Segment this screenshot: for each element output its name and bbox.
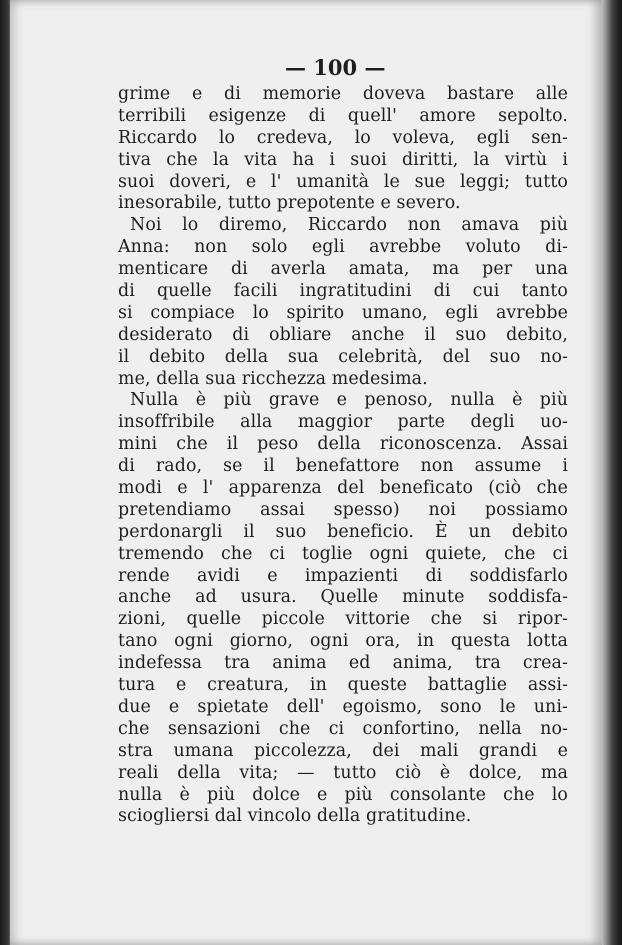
text-line: indefessa tra anima ed anima, tra crea- <box>118 653 568 674</box>
text-line: suoi doveri, e l' umanità le sue leggi; tutto <box>118 171 568 192</box>
text-line: Anna: non solo egli avrebbe voluto di- <box>118 237 568 258</box>
text-line: mini che il peso della riconoscenza. Assai <box>118 434 568 455</box>
text-line: rende avidi e impazienti di soddisfarlo <box>118 565 568 586</box>
text-line: terribili esigenze di quell' amore sepolto. <box>118 105 568 126</box>
text-line: anche ad usura. Quelle minute soddisfa- <box>118 587 568 608</box>
text-line: stra umana piccolezza, dei mali grandi e <box>118 740 568 761</box>
text-line: di rado, se il benefattore non assume i <box>118 456 568 477</box>
text-line: sciogliersi dal vincolo della gratitudine. <box>118 806 472 827</box>
text-line: me, della sua ricchezza medesima. <box>118 368 428 389</box>
text-line: tremendo che ci toglie ogni quiete, che ci <box>118 543 568 564</box>
text-line: pretendiamo assai spesso) noi possiamo <box>118 499 568 520</box>
text-line: perdonargli il suo beneficio. È un debito <box>118 521 568 542</box>
text-line: si compiace lo spirito umano, egli avrebbe <box>118 302 568 323</box>
text-line: due e spietate dell' egoismo, sono le uni- <box>118 696 568 717</box>
text-line: Riccardo lo credeva, lo voleva, egli sen- <box>118 127 568 148</box>
body-text <box>118 84 568 828</box>
text-line: Noi lo diremo, Riccardo non amava più <box>130 215 568 236</box>
text-line: il debito della sua celebrità, del suo no- <box>118 346 568 367</box>
text-line: inesorabile, tutto prepotente e severo. <box>118 193 461 214</box>
text-line: nulla è più dolce e più consolante che lo <box>118 784 568 805</box>
text-line: tano ogni giorno, ogni ora, in questa lotta <box>118 631 568 652</box>
text-line: tura e creatura, in queste battaglie assi- <box>118 675 568 696</box>
text-line: che sensazioni che ci confortino, nella no- <box>118 718 568 739</box>
text-line: insoffribile alla maggior parte degli uo- <box>118 412 568 433</box>
page-edge-shadow <box>602 0 622 945</box>
text-line: zioni, quelle piccole vittorie che si ripor- <box>118 609 568 630</box>
text-line: modi e l' apparenza del beneficato (ciò che <box>118 478 568 499</box>
text-line: desiderato di obliare anche il suo debito, <box>118 324 568 345</box>
text-line: di quelle facili ingratitudini di cui tanto <box>118 281 568 302</box>
text-line: tiva che la vita ha i suoi diritti, la virtù i <box>118 149 568 170</box>
text-line: menticare di averla amata, ma per una <box>118 259 568 280</box>
text-line: reali della vita; — tutto ciò è dolce, ma <box>118 762 568 783</box>
page-number: — 100 — <box>285 55 386 80</box>
text-line: grime e di memorie doveva bastare alle <box>118 84 568 104</box>
text-line: Nulla è più grave e penoso, nulla è più <box>130 390 568 411</box>
